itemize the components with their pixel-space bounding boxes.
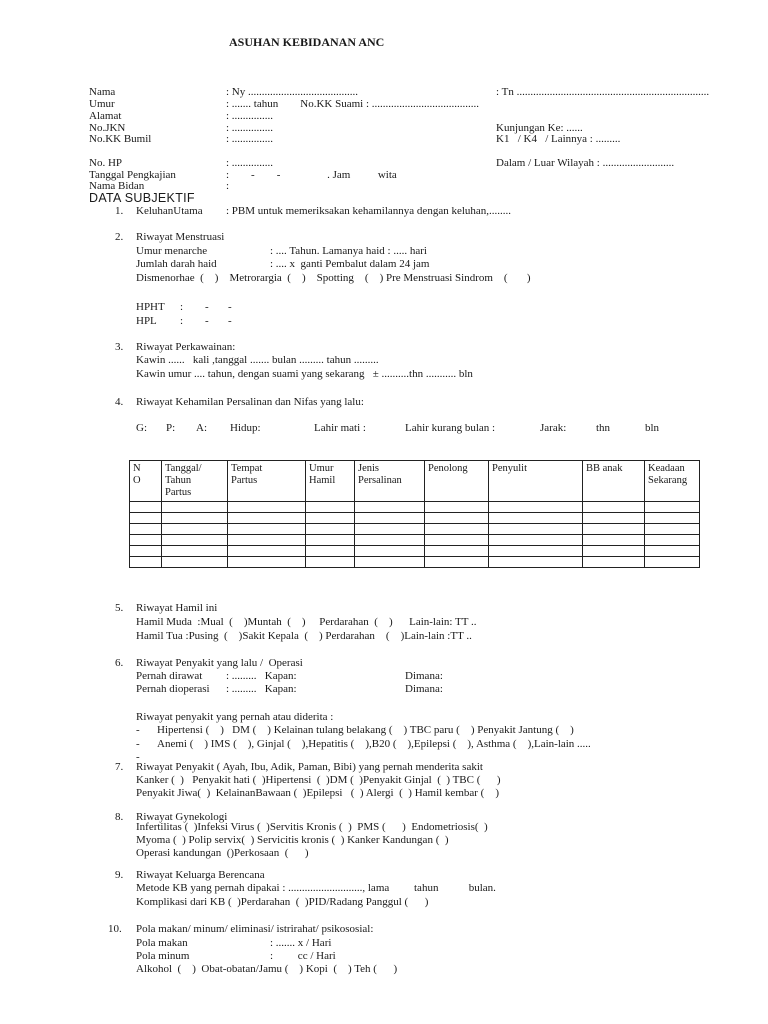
label-jumlah-darah-haid: Jumlah darah haid bbox=[136, 258, 217, 270]
gpa-p: P: bbox=[166, 422, 176, 434]
gpa-a: A: bbox=[196, 422, 207, 434]
label-hpht: HPHT bbox=[136, 301, 165, 313]
field-k1-k4[interactable]: K1 / K4 / Lainnya : ......... bbox=[496, 133, 621, 145]
field-hp[interactable]: : ............... bbox=[226, 157, 274, 169]
col-header-penolong: Penolong bbox=[425, 461, 489, 502]
item-number-3: 3. bbox=[115, 341, 124, 353]
field-nama-bidan[interactable]: : bbox=[226, 180, 230, 192]
gpa-lahir-kurang-bulan: Lahir kurang bulan : bbox=[405, 422, 496, 434]
label-pernah-dirawat: Pernah dirawat bbox=[136, 670, 203, 682]
checklist-penyakit-2[interactable]: Anemi ( ) IMS ( ), Ginjal ( ),Hepatitis ( ),B20 ( ),Epilepsi ( ), Asthma ( ),Lain-lain ..... bbox=[157, 738, 591, 750]
field-tanggal-pengkajian[interactable]: : - - . Jam wita bbox=[226, 169, 397, 181]
heading-riwayat-penyakit-lalu: Riwayat Penyakit yang lalu / Operasi bbox=[136, 657, 303, 669]
item-number-4: 4. bbox=[115, 396, 124, 408]
field-kawin-umur[interactable]: Kawin umur .... tahun, dengan suami yang sekarang ± ..........thn ........... bln bbox=[136, 368, 473, 380]
item-number-9: 9. bbox=[115, 869, 124, 881]
document-title: ASUHAN KEBIDANAN ANC bbox=[229, 35, 385, 49]
pregnancy-history-table bbox=[129, 460, 700, 568]
field-nokk-bumil[interactable]: : ............... bbox=[226, 133, 274, 145]
item-number-1: 1. bbox=[115, 205, 124, 217]
field-nojkn[interactable]: : ............... bbox=[226, 122, 274, 134]
label-tanggal-pengkajian: Tanggal Pengkajian bbox=[89, 169, 176, 181]
gpa-thn: thn bbox=[596, 422, 611, 434]
gpa-g: G: bbox=[136, 422, 147, 434]
field-kunjungan[interactable]: Kunjungan Ke: ...... bbox=[496, 122, 583, 134]
heading-riwayat-perkawinan: Riwayat Perkawainan: bbox=[136, 341, 236, 353]
field-keluhan-utama[interactable]: : PBM untuk memeriksakan kehamilannya dengan keluhan,........ bbox=[226, 205, 512, 217]
label-umur-menarche: Umur menarche bbox=[136, 245, 208, 257]
field-alamat[interactable]: : ............... bbox=[226, 110, 274, 122]
bullet-2: - bbox=[136, 738, 140, 750]
bullet-1: - bbox=[136, 724, 140, 736]
label-nokk-bumil: No.KK Bumil bbox=[89, 133, 152, 145]
label-umur: Umur bbox=[89, 98, 115, 110]
col-header-penyulit: Penyulit bbox=[489, 461, 583, 502]
heading-riwayat-kb: Riwayat Keluarga Berencana bbox=[136, 869, 265, 881]
heading-riwayat-menstruasi: Riwayat Menstruasi bbox=[136, 231, 225, 243]
table-row bbox=[130, 557, 700, 568]
field-dioperasi-dimana[interactable]: Dimana: bbox=[405, 683, 443, 695]
field-dirawat-dimana[interactable]: Dimana: bbox=[405, 670, 443, 682]
label-hpl: HPL bbox=[136, 315, 157, 327]
item-number-6: 6. bbox=[115, 657, 124, 669]
checklist-gynekologi-2[interactable]: Myoma ( ) Polip servix( ) Servicitis kronis ( ) Kanker Kandungan ( ) bbox=[136, 834, 449, 846]
gpa-hidup: Hidup: bbox=[230, 422, 261, 434]
table-row bbox=[130, 535, 700, 546]
item-number-2: 2. bbox=[115, 231, 124, 243]
heading-pola-makan: Pola makan/ minum/ eliminasi/ istrirahat/ psikososial: bbox=[136, 923, 374, 935]
label-alamat: Alamat bbox=[89, 110, 122, 122]
table-row bbox=[130, 513, 700, 524]
label-hp: No. HP bbox=[89, 157, 123, 169]
checklist-hamil-muda[interactable]: Hamil Muda :Mual ( )Muntah ( ) Perdarahan ( ) Lain-lain: TT .. bbox=[136, 616, 477, 628]
item-number-8: 8. bbox=[115, 811, 124, 823]
table-row bbox=[130, 502, 700, 513]
checklist-gynekologi-3[interactable]: Operasi kandungan ()Perkosaan ( ) bbox=[136, 847, 309, 859]
section-heading-subjektif: DATA SUBJEKTIF bbox=[89, 191, 195, 205]
item-number-5: 5. bbox=[115, 602, 124, 614]
gpa-lahir-mati: Lahir mati : bbox=[314, 422, 366, 434]
gpa-jarak: Jarak: bbox=[540, 422, 567, 434]
field-metode-kb[interactable]: Metode KB yang pernah dipakai : ..........................., lama tahun bulan. bbox=[136, 882, 496, 894]
col-header-jenis-persalinan: Jenis Persalinan bbox=[355, 461, 425, 502]
heading-riwayat-kehamilan: Riwayat Kehamilan Persalinan dan Nifas yang lalu: bbox=[136, 396, 364, 408]
bullet-3: - bbox=[136, 751, 140, 763]
field-umur[interactable]: : ....... tahun No.KK Suami : ....................................... bbox=[226, 98, 479, 110]
field-hpht[interactable]: : - - bbox=[180, 301, 232, 313]
field-umur-menarche[interactable]: : .... Tahun. Lamanya haid : ..... hari bbox=[270, 245, 427, 257]
heading-riwayat-penyakit-keluarga: Riwayat Penyakit ( Ayah, Ibu, Adik, Paman, Bibi) yang pernah menderita sakit bbox=[136, 761, 483, 773]
table-row bbox=[130, 524, 700, 535]
checklist-komplikasi-kb[interactable]: Komplikasi dari KB ( )Perdarahan ( )PID/Radang Panggul ( ) bbox=[136, 896, 429, 908]
checklist-penyakit-1[interactable]: Hipertensi ( ) DM ( ) Kelainan tulang belakang ( ) TBC paru ( ) Penyakit Jantung ( ) bbox=[157, 724, 574, 736]
field-jumlah-darah-haid[interactable]: : .... x ganti Pembalut dalam 24 jam bbox=[270, 258, 430, 270]
col-header-no: N O bbox=[130, 461, 162, 502]
col-header-umur-hamil: Umur Hamil bbox=[306, 461, 355, 502]
label-pernah-dioperasi: Pernah dioperasi bbox=[136, 683, 210, 695]
field-pola-makan[interactable]: : ....... x / Hari bbox=[270, 937, 332, 949]
heading-penyakit-diderita: Riwayat penyakit yang pernah atau diderita : bbox=[136, 711, 334, 723]
col-header-tanggal: Tanggal/ Tahun Partus bbox=[162, 461, 228, 502]
field-nama[interactable]: : Ny ........................................ bbox=[226, 86, 358, 98]
label-nama-bidan: Nama Bidan bbox=[89, 180, 145, 192]
checklist-penyakit-keluarga-1[interactable]: Kanker ( ) Penyakit hati ( )Hipertensi ( )DM ( )Penyakit Ginjal ( ) TBC ( ) bbox=[136, 774, 501, 786]
checklist-gynekologi-1[interactable]: Infertilitas ( )Infeksi Virus ( )Servitis Kronis ( ) PMS ( ) Endometriosis( ) bbox=[136, 821, 488, 833]
checklist-konsumsi[interactable]: Alkohol ( ) Obat-obatan/Jamu ( ) Kopi ( ) Teh ( ) bbox=[136, 963, 398, 975]
label-pola-minum: Pola minum bbox=[136, 950, 190, 962]
label-pola-makan: Pola makan bbox=[136, 937, 188, 949]
heading-riwayat-gynekologi: Riwayat Gynekologi bbox=[136, 811, 228, 823]
col-header-tempat: Tempat Partus bbox=[228, 461, 306, 502]
gpa-bln: bln bbox=[645, 422, 660, 434]
checklist-penyakit-keluarga-2[interactable]: Penyakit Jiwa( ) KelainanBawaan ( )Epilepsi ( ) Alergi ( ) Hamil kembar ( ) bbox=[136, 787, 499, 799]
field-pernah-dioperasi[interactable]: : ......... Kapan: bbox=[226, 683, 297, 695]
label-nojkn: No.JKN bbox=[89, 122, 126, 134]
item-number-7: 7. bbox=[115, 761, 124, 773]
table-header-row bbox=[130, 461, 700, 502]
heading-riwayat-hamil-ini: Riwayat Hamil ini bbox=[136, 602, 218, 614]
col-header-keadaan: Keadaan Sekarang bbox=[645, 461, 700, 502]
field-wilayah[interactable]: Dalam / Luar Wilayah : .......................... bbox=[496, 157, 675, 169]
col-header-bb-anak: BB anak bbox=[583, 461, 645, 502]
field-kawin-kali[interactable]: Kawin ...... kali ,tanggal ....... bulan ......... tahun ......... bbox=[136, 354, 379, 366]
table-row bbox=[130, 546, 700, 557]
field-tn[interactable]: : Tn ...................................................................... bbox=[496, 86, 710, 98]
field-pernah-dirawat[interactable]: : ......... Kapan: bbox=[226, 670, 297, 682]
item-number-10: 10. bbox=[108, 923, 122, 935]
field-hpl[interactable]: : - - bbox=[180, 315, 232, 327]
checklist-hamil-tua[interactable]: Hamil Tua :Pusing ( )Sakit Kepala ( ) Perdarahan ( )Lain-lain :TT .. bbox=[136, 630, 472, 642]
label-nama: Nama bbox=[89, 86, 116, 98]
checklist-dismenorhae[interactable]: Dismenorhae ( ) Metrorargia ( ) Spotting ( ) Pre Menstruasi Sindrom ( ) bbox=[136, 272, 531, 284]
field-pola-minum[interactable]: : cc / Hari bbox=[270, 950, 336, 962]
label-keluhan-utama: KeluhanUtama bbox=[136, 205, 203, 217]
